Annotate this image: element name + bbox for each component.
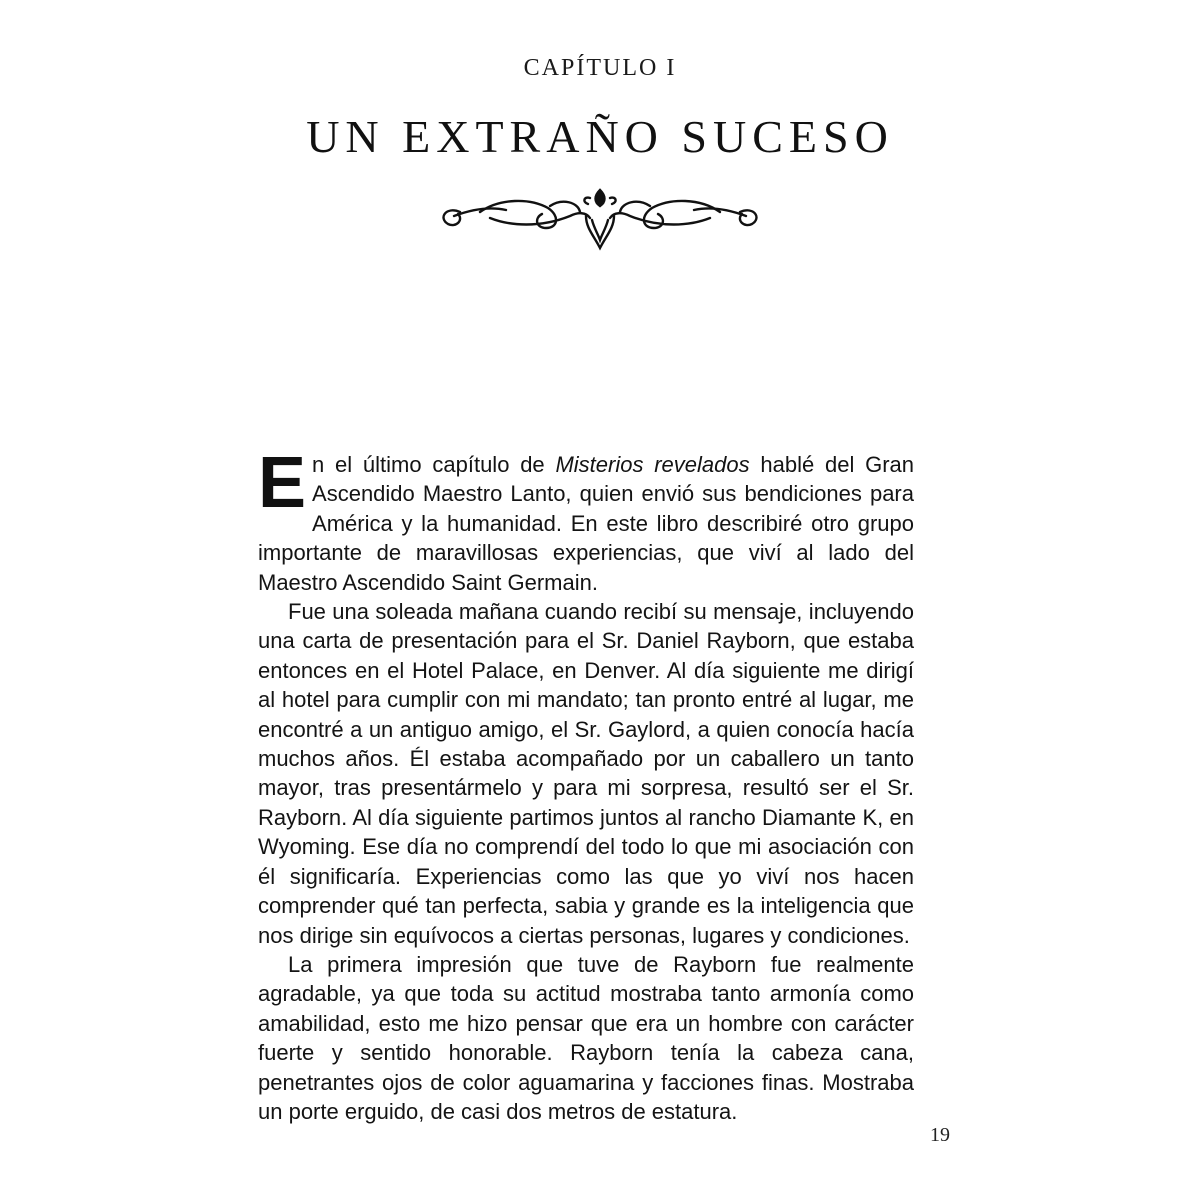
paragraph: Fue una soleada mañana cuando recibí su mensaje, incluyendo una carta de presentación para el Sr. Daniel Rayborn, que estaba entonces en el Hotel Palace, en Denver. Al día siguiente me dirigí al hotel para cumplir con mi mandato; tan pronto entré al lugar, me encontré a un antiguo amigo, el Sr. Gaylord, a quien conocía hacía muchos años. Él estaba acompañado por un caballero un tanto mayor, tras presentármelo y para mi sorpresa, resultó ser el Sr. Rayborn. Al día siguiente partimos juntos al rancho Diamante K, en Wyoming. Ese día no comprendí del todo lo que mi asociación con él significaría. Experiencias como las que yo viví nos hacen comprender qué tan perfecta, sabia y grande es la inteligencia que nos dirige sin equívocos a ciertas personas, lugares y condiciones. <box>258 599 914 948</box>
paragraph: La primera impresión que tuve de Rayborn fue realmente agradable, ya que toda su actitud mostraba tanto armonía como amabilidad, esto me hizo pensar que era un hombre con carácter fuerte y sentido honorable. Rayborn tenía la cabeza cana, penetrantes ojos de color aguamarina y facciones finas. Mostraba un porte erguido, de casi dos metros de estatura. <box>258 951 914 1124</box>
page-number: 19 <box>930 1124 950 1146</box>
flourish-ornament-icon <box>430 176 770 256</box>
chapter-label: CAPÍTULO I <box>523 55 677 81</box>
book-title-italic: Misterios revelados <box>555 452 750 477</box>
paragraph-text: n el último capítulo de <box>312 452 556 477</box>
paragraph <box>258 443 915 597</box>
drop-cap: E <box>258 443 307 523</box>
chapter-title: UN EXTRAÑO SUCESO <box>306 111 894 162</box>
body-text <box>258 443 915 1126</box>
paragraph-text: hablé del Gran Ascendido Maestro Lanto, quien envió sus bendiciones para América y la humanidad. En este libro describiré otro grupo importante de maravillosas experiencias, que viví al lado del Maestro Ascendido Saint Germain. <box>258 452 915 595</box>
